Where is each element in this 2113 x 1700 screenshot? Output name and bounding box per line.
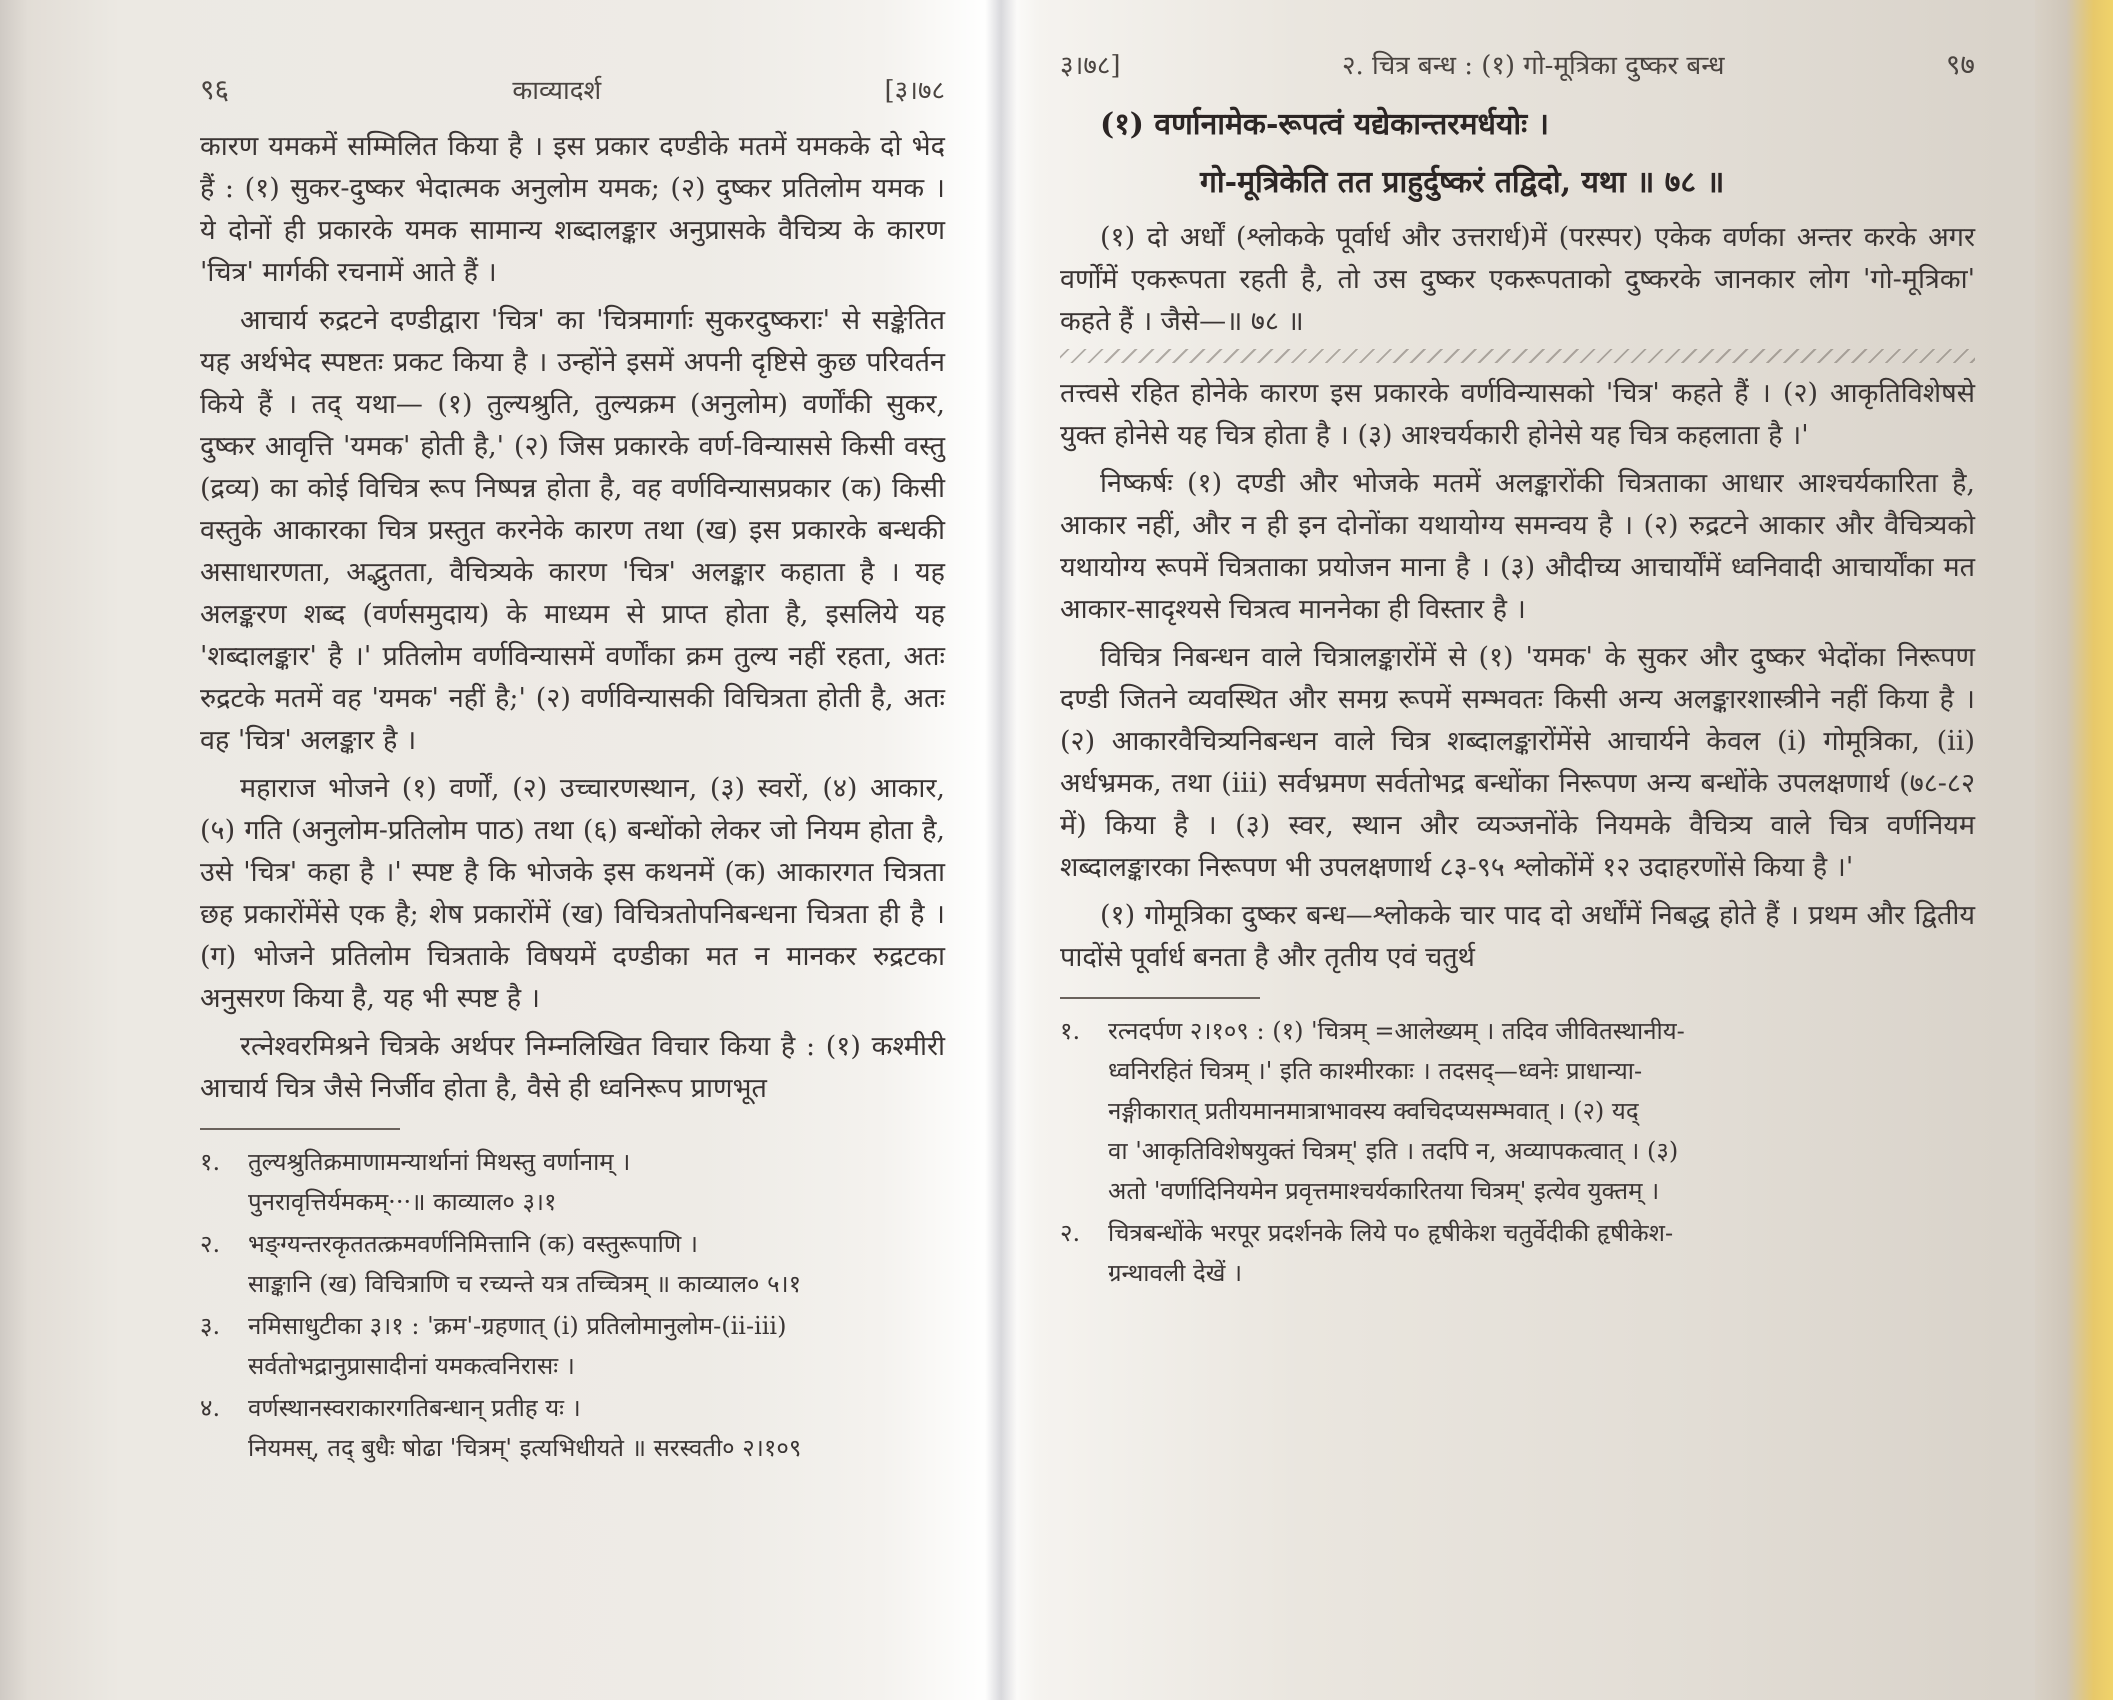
left-running-title: काव्यादर्श — [512, 76, 602, 106]
right-page-number: ९७ — [1945, 48, 1975, 81]
footnote-divider — [200, 1128, 400, 1130]
footnote-number: २. — [1060, 1219, 1081, 1247]
footnote — [200, 1388, 945, 1468]
right-paragraph: विचित्र निबन्धन वाले चित्रालङ्कारोंमें से (१) 'यमक' के सुकर और दुष्कर भेदोंका निरूपण दण्डी जितने व्यवस्थित और समग्र रूपमें सम्भवतः किसी अन्य अलङ्कारशास्त्रीने नहीं किया है । (२) आकारवैचित्र्यनिबन्धन वाले चित्र शब्दालङ्कारोंमेंसे आचार्यने केवल (i) गोमूत्रिका, (ii) अर्धभ्रमक, तथा (iii) सर्वभ्रमण सर्वतोभद्र बन्धोंका निरूपण अन्य बन्धोंके उपलक्षणार्थ (७८-८२ में) किया है । (३) स्वर, स्थान और व्यञ्जनोंके नियमके वैचित्र्य वाले चित्र वर्णनियम शब्दालङ्कारका निरूपण भी उपलक्षणार्थ ८३-९५ श्लोकोंमें १२ उदाहरणोंसे किया है ।' — [1060, 642, 1975, 883]
left-verse-ref: [३।७८ — [884, 76, 945, 106]
footnote — [200, 1306, 945, 1386]
footnote-text — [1108, 1011, 1975, 1211]
footnote-line: पुनरावृत्तिर्यमकम्···॥ काव्याल० ३।१ — [248, 1188, 557, 1216]
footnote-number: १. — [200, 1148, 221, 1176]
footnote-divider — [1060, 997, 1260, 999]
footnote-text — [248, 1388, 945, 1468]
footnote-line: वर्णस्थानस्वराकारगतिबन्धान् प्रतीह यः । — [248, 1394, 581, 1422]
footnote — [1060, 1011, 1975, 1211]
footnote — [1060, 1213, 1975, 1293]
footnote-line: अतो 'वर्णादिनियमेन प्रवृत्तमाश्चर्यकारितया चित्रम्' इत्येव युक्तम् । — [1108, 1177, 1660, 1205]
right-paragraph: (१) गोमूत्रिका दुष्कर बन्ध—श्लोकके चार पाद दो अर्धोंमें निबद्ध होते हैं । प्रथम और द्वितीय पादोंसे पूर्वार्ध बनता है और तृतीय एवं चतुर्थ — [1060, 900, 1975, 973]
footnote-number: ४. — [200, 1394, 221, 1422]
footnote-line: सर्वतोभद्रानुप्रासादीनां यमकत्वनिरासः । — [248, 1352, 575, 1380]
left-page — [0, 0, 1005, 1700]
page-edge — [2035, 0, 2113, 1700]
footnote-line: वा 'आकृतिविशेषयुक्तं चित्रम्' इति । तदपि न, अव्यापकत्वात् । (३) — [1108, 1137, 1679, 1165]
right-verse-ref: ३।७८] — [1060, 51, 1121, 81]
footnote-text — [248, 1306, 945, 1386]
footnote — [200, 1142, 945, 1222]
verse-translation: (१) दो अर्धों (श्लोकके पूर्वार्ध और उत्तरार्ध)में (परस्पर) एकेक वर्णका अन्तर करके अगर वर्णोंमें एकरूपता रहती है, तो उस दुष्कर एकरूपताको दुष्करके जानकार लोग 'गो-मूत्रिका' कहते हैं । जैसे—॥ ७८ ॥ — [1060, 222, 1975, 337]
footnote-line: रत्नदर्पण २।१०९ : (१) 'चित्रम् =आलेख्यम् । तदिव जीवितस्थानीय- — [1108, 1017, 1685, 1045]
left-paragraph: महाराज भोजने (१) वर्णों, (२) उच्चारणस्थान, (३) स्वरों, (४) आकार, (५) गति (अनुलोम-प्रतिलोम पाठ) तथा (६) बन्धोंको लेकर जो नियम होता है, उसे 'चित्र' कहा है ।' स्पष्ट है कि भोजके इस कथनमें (क) आकारगत चित्रता छह प्रकारोंमेंसे एक है; शेष प्रकारोंमें (ख) विचित्रतोपनिबन्धना चित्रता ही है । (ग) भोजने प्रतिलोम चित्रताके विषयमें दण्डीका मत न मानकर रुद्रटका अनुसरण किया है, यह भी स्पष्ट है । — [200, 773, 945, 1014]
sanskrit-verse-line: गो-मूत्रिकेति तत प्राहुर्दुष्करं तद्विदो, यथा ॥ ७८ ॥ — [1200, 165, 1725, 200]
right-running-title: २. चित्र बन्ध : (१) गो-मूत्रिका दुष्कर बन्ध — [1342, 51, 1725, 81]
footnote-line: भङ्ग्यन्तरकृततत्क्रमवर्णनिमित्तानि (क) वस्तुरूपाणि । — [248, 1230, 698, 1258]
right-page-header — [1060, 45, 1975, 83]
right-paragraph: तत्त्वसे रहित होनेके कारण इस प्रकारके वर्णविन्यासको 'चित्र' कहते हैं । (२) आकृतिविशेषसे युक्त होनेसे यह चित्र होता है । (३) आश्चर्यकारी होनेसे यह चित्र कहलाता है ।' — [1060, 378, 1975, 451]
book-gutter — [985, 0, 1017, 1700]
footnote-line: नियमस्, तद् बुधैः षोढा 'चित्रम्' इत्यभिधीयते ॥ सरस्वती० २।१०९ — [248, 1434, 802, 1462]
footnote-line: ग्रन्थावली देखें । — [1108, 1259, 1243, 1287]
right-paragraph: निष्कर्षः (१) दण्डी और भोजके मतमें अलङ्कारोंकी चित्रताका आधार आश्चर्यकारिता है, आकार नहीं, और न ही इन दोनोंका यथायोग्य समन्वय है । (२) रुद्रटने आकार और वैचित्र्यको यथायोग्य रूपमें चित्रताका प्रयोजन माना है । (३) औदीच्य आचार्योंमें ध्वनिवादी आचार्योंका मत आकार-सादृश्यसे चित्रत्व माननेका ही विस्तार है । — [1060, 468, 1975, 625]
footnote-number: १. — [1060, 1017, 1081, 1045]
sanskrit-verse-line: (१) वर्णानामेक-रूपत्वं यद्येकान्तरमर्धयोः । — [1100, 107, 1550, 142]
left-paragraph: रत्नेश्वरमिश्रने चित्रके अर्थपर निम्नलिखित विचार किया है : (१) कश्मीरी आचार्य चित्र जैसे निर्जीव होता है, वैसे ही ध्वनिरूप प्राणभूत — [200, 1031, 945, 1104]
footnote-number: ३. — [200, 1312, 221, 1340]
footnote-line: तुल्यश्रुतिक्रमाणामन्यार्थानां मिथस्तु वर्णानाम् । — [248, 1148, 631, 1176]
right-page — [1000, 0, 2035, 1700]
footnote-text — [248, 1142, 945, 1222]
wavy-divider — [1060, 349, 1975, 363]
left-paragraph: कारण यमकमें सम्मिलित किया है । इस प्रकार दण्डीके मतमें यमकके दो भेद हैं : (१) सुकर-दुष्कर भेदात्मक अनुलोम यमक; (२) दुष्कर प्रतिलोम यमक । ये दोनों ही प्रकारके यमक सामान्य शब्दालङ्कार अनुप्रासके वैचित्र्य के कारण 'चित्र' मार्गकी रचनामें आते हैं । — [200, 131, 945, 288]
footnote-line: नमिसाधुटीका ३।१ : 'क्रम'-ग्रहणात् (i) प्रतिलोमानुलोम-(ii-iii) — [248, 1312, 787, 1340]
left-paragraph: आचार्य रुद्रटने दण्डीद्वारा 'चित्र' का 'चित्रमार्गाः सुकरदुष्कराः' से सङ्केतित यह अर्थभेद स्पष्टतः प्रकट किया है । उन्होंने इसमें अपनी दृष्टिसे कुछ परिवर्तन किये हैं । तद् यथा— (१) तुल्यश्रुति, तुल्यक्रम (अनुलोम) वर्णोंकी सुकर, दुष्कर आवृत्ति 'यमक' होती है,' (२) जिस प्रकारके वर्ण-विन्याससे किसी वस्तु (द्रव्य) का कोई विचित्र रूप निष्पन्न होता है, वह वर्णविन्यासप्रकार (क) किसी वस्तुके आकारका चित्र प्रस्तुत करनेके कारण तथा (ख) इस प्रकारके बन्धकी असाधारणता, अद्भुतता, वैचित्र्यके कारण 'चित्र' अलङ्कार कहाता है । यह अलङ्करण शब्द (वर्णसमुदाय) के माध्यम से प्राप्त होता है, इसलिये यह 'शब्दालङ्कार' है ।' प्रतिलोम वर्णविन्यासमें वर्णोंका क्रम तुल्य नहीं रहता, अतः रुद्रटके मतमें वह 'यमक' नहीं है;' (२) वर्णविन्यासकी विचित्रता होती है, अतः वह 'चित्र' अलङ्कार है । — [200, 305, 945, 756]
footnote-line: साङ्कानि (ख) विचित्राणि च रच्यन्ते यत्र तच्चित्रम् ॥ काव्याल० ५।१ — [248, 1270, 802, 1298]
left-page-number: ९६ — [200, 73, 230, 106]
footnote-line: नङ्गीकारात् प्रतीयमानमात्राभावस्य क्वचिदप्यसम्भवात् । (२) यद् — [1108, 1097, 1639, 1125]
footnote-text — [248, 1224, 945, 1304]
footnote-line: ध्वनिरहितं चित्रम् ।' इति काश्मीरकाः । तदसद्—ध्वनेः प्राधान्या- — [1108, 1057, 1643, 1085]
footnote-line: चित्रबन्धोंके भरपूर प्रदर्शनके लिये प० हृषीकेश चतुर्वेदीकी हृषीकेश- — [1108, 1219, 1674, 1247]
footnote-number: २. — [200, 1230, 221, 1258]
footnote — [200, 1224, 945, 1304]
footnote-text — [1108, 1213, 1975, 1293]
left-page-header — [200, 70, 945, 108]
